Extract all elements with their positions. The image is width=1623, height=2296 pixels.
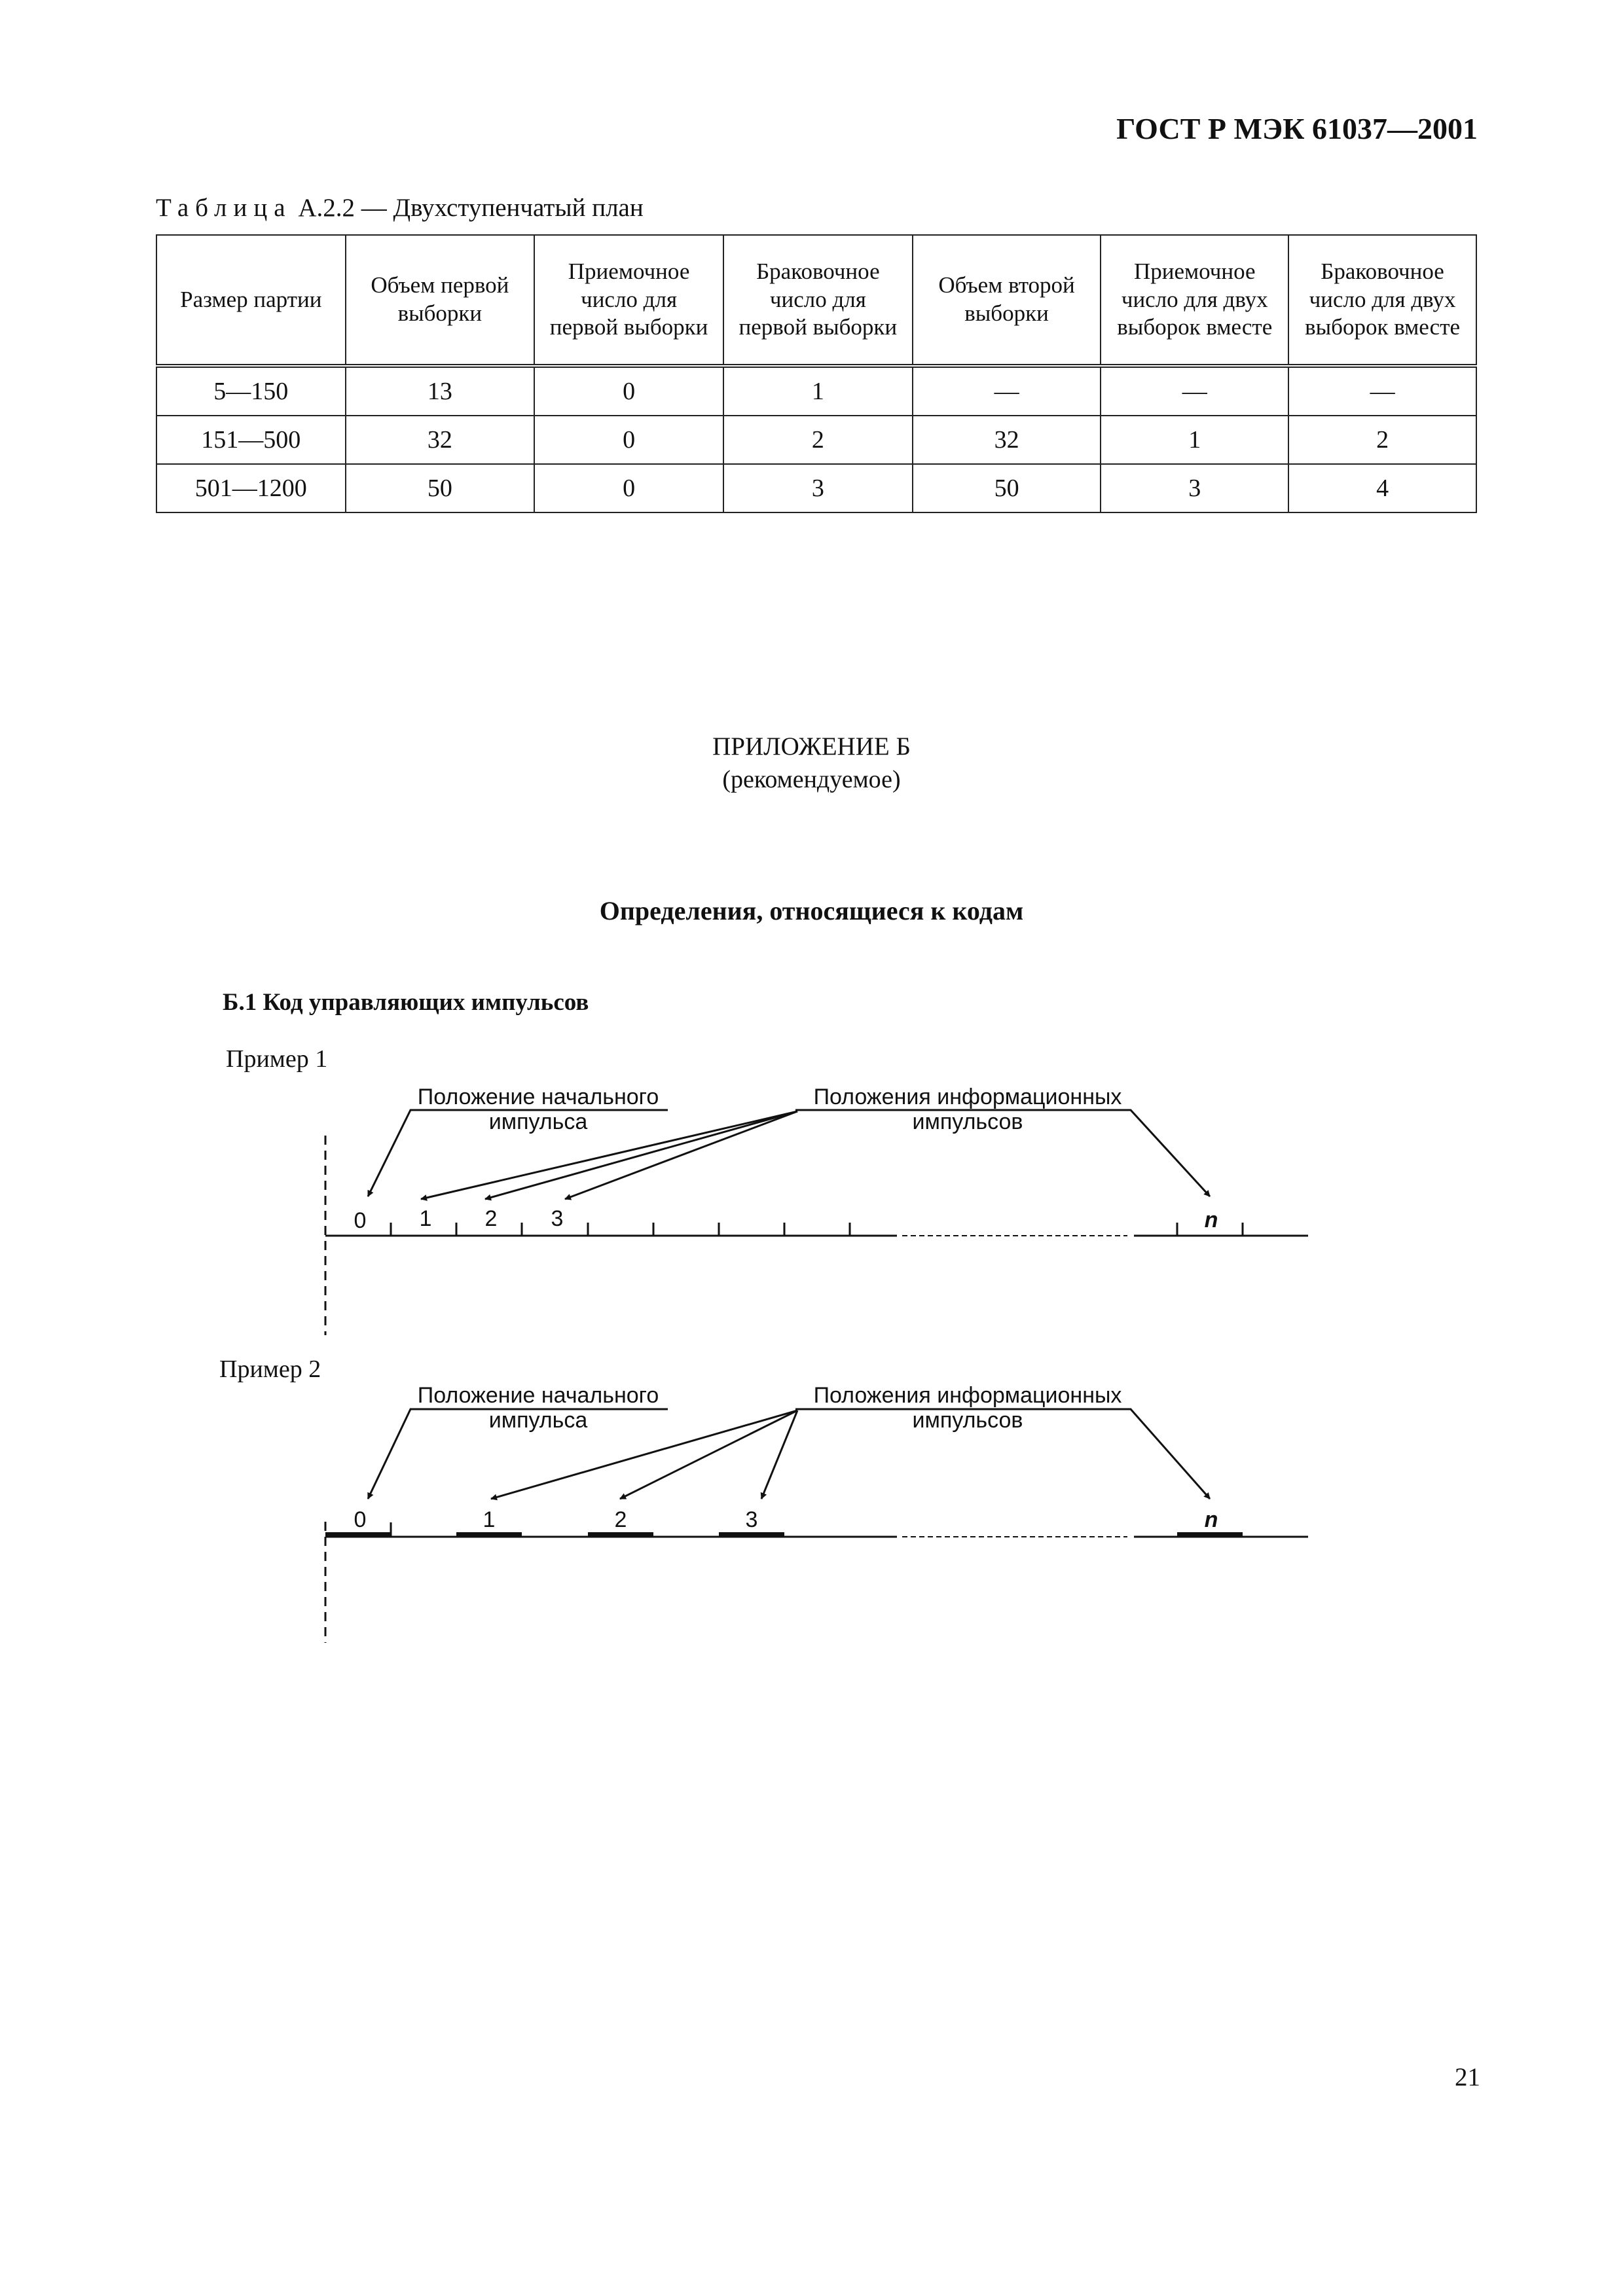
info-pulse-arrow-1 <box>421 1111 797 1199</box>
header-line: первой выборки <box>549 314 708 340</box>
info-pulses-label-line1: Положения информационных <box>813 1085 1122 1109</box>
header-line: число для <box>581 286 678 312</box>
table-cell: 0 <box>534 464 723 512</box>
start-pulse-label-line1: Положение начального <box>417 1383 659 1408</box>
table-cell: 50 <box>913 464 1101 512</box>
header-first-acceptance-number <box>534 235 723 366</box>
table-cell: 3 <box>1101 464 1288 512</box>
table-caption <box>156 193 644 223</box>
table-cell: — <box>1288 366 1476 416</box>
start-pulse-label-line2: импульса <box>488 1109 588 1134</box>
table-cell: 501—1200 <box>156 464 346 512</box>
example-1-label: Пример 1 <box>226 1045 328 1073</box>
position-label-1: 1 <box>483 1507 496 1532</box>
table-cell: — <box>913 366 1101 416</box>
header-line: Браковочное <box>1321 258 1444 284</box>
header-line: число для <box>769 286 866 312</box>
table-cell: — <box>1101 366 1288 416</box>
header-second-sample-size <box>913 235 1101 366</box>
subsection-title: Б.1 Код управляющих импульсов <box>223 989 589 1016</box>
header-first-rejection-number <box>723 235 913 366</box>
start-pulse-label-line1: Положение начального <box>417 1085 659 1109</box>
header-lot-size <box>156 235 346 366</box>
table-cell: 151—500 <box>156 416 346 464</box>
info-pulse-arrow-3 <box>761 1410 797 1499</box>
pulse-diagram-example-2 <box>0 1381 1623 1656</box>
header-line: Приемочное <box>1133 258 1256 284</box>
table-row <box>156 416 1476 464</box>
header-line: Приемочное <box>568 258 690 284</box>
pulse-bar-n <box>1177 1532 1243 1537</box>
info-pulses-label-line2: импульсов <box>912 1408 1023 1433</box>
header-line: Размер партии <box>180 286 322 312</box>
table-cell: 4 <box>1288 464 1476 512</box>
info-pulses-label-line1: Положения информационных <box>813 1383 1122 1408</box>
table-cell: 2 <box>723 416 913 464</box>
header-line: выборок вместе <box>1305 314 1461 340</box>
position-label-n: n <box>1204 1208 1218 1232</box>
pulse-bar-1 <box>456 1532 522 1537</box>
appendix-heading <box>0 732 1623 794</box>
pulse-diagram-example-1 <box>0 1073 1623 1335</box>
pulse-bar-0 <box>325 1532 391 1537</box>
table-cell: 0 <box>534 416 723 464</box>
position-label-0: 0 <box>354 1208 367 1233</box>
table-caption-text: А.2.2 — Двухступенчатый план <box>291 194 644 222</box>
table-cell: 50 <box>346 464 535 512</box>
example-2-label: Пример 2 <box>219 1355 321 1383</box>
header-line: Объем второй <box>938 272 1075 298</box>
header-line: выборок вместе <box>1117 314 1273 340</box>
position-label-3: 3 <box>551 1206 564 1231</box>
info-pulses-label-line2: импульсов <box>912 1109 1023 1134</box>
table-cell: 13 <box>346 366 535 416</box>
start-pulse-label-line2: импульса <box>488 1408 588 1433</box>
table-cell: 0 <box>534 366 723 416</box>
position-label-3: 3 <box>745 1507 758 1532</box>
position-label-2: 2 <box>484 1206 498 1231</box>
pulse-bar-2 <box>588 1532 653 1537</box>
info-pulse-arrow-3 <box>565 1111 797 1199</box>
table-cell: 32 <box>346 416 535 464</box>
header-line: выборки <box>397 300 483 326</box>
header-combined-acceptance-number <box>1101 235 1288 366</box>
header-line: первой выборки <box>739 314 898 340</box>
table-cell: 32 <box>913 416 1101 464</box>
table-cell: 1 <box>723 366 913 416</box>
table-caption-prefix: Таблица <box>156 194 292 222</box>
sampling-plan-table <box>156 234 1477 513</box>
appendix-title: ПРИЛОЖЕНИЕ Б <box>712 732 911 761</box>
position-label-0: 0 <box>354 1507 367 1532</box>
header-combined-rejection-number <box>1288 235 1476 366</box>
header-line: Браковочное <box>756 258 880 284</box>
table-row <box>156 366 1476 416</box>
header-line: число для двух <box>1309 286 1456 312</box>
table-cell: 5—150 <box>156 366 346 416</box>
header-line: число для двух <box>1121 286 1268 312</box>
appendix-subtitle: (рекомендуемое) <box>722 766 901 793</box>
table-cell: 3 <box>723 464 913 512</box>
position-label-1: 1 <box>419 1206 432 1231</box>
position-label-n: n <box>1204 1507 1218 1532</box>
table-header-row <box>156 235 1476 366</box>
position-label-2: 2 <box>614 1507 627 1532</box>
header-line: Объем первой <box>371 272 509 298</box>
standard-code: ГОСТ Р МЭК 61037—2001 <box>1116 112 1478 145</box>
table-cell: 2 <box>1288 416 1476 464</box>
section-title: Определения, относящиеся к кодам <box>599 896 1024 925</box>
page-number: 21 <box>1455 2063 1480 2091</box>
header-line: выборки <box>964 300 1049 326</box>
header-first-sample-size <box>346 235 535 366</box>
table-row <box>156 464 1476 512</box>
pulse-bar-3 <box>719 1532 784 1537</box>
table-cell: 1 <box>1101 416 1288 464</box>
